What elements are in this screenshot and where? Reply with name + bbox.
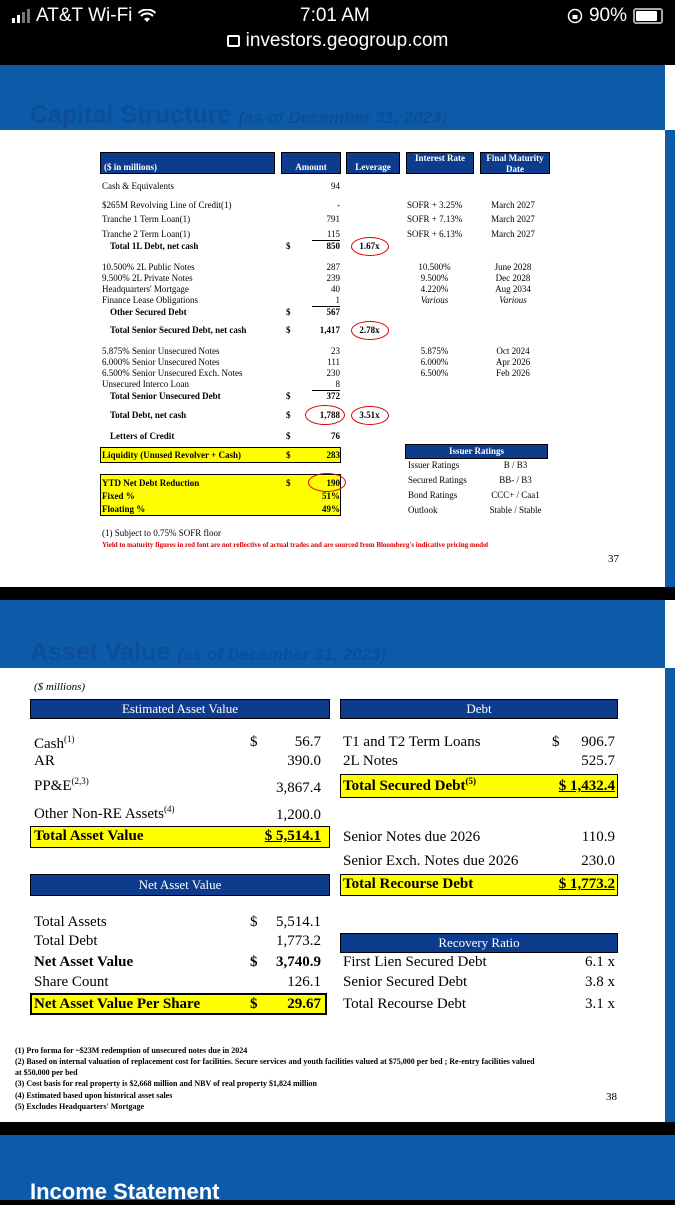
estimated-asset-header: Estimated Asset Value (30, 699, 330, 719)
url-text: investors.geogroup.com (245, 30, 449, 51)
recovery-row-label: First Lien Secured Debt (343, 954, 487, 970)
nav-per-share-label: Net Asset Value Per Share (34, 996, 201, 1012)
asset-row-label: Cash$^{(1)}$ (34, 734, 75, 752)
total-asset-label: Total Asset Value (34, 828, 144, 844)
header-leverage: Leverage (346, 152, 400, 174)
asset-row-value: 390.0 (287, 753, 321, 769)
table-row: 9.500% 2L Private Notes 239 9.500% Dec 2028 (102, 273, 531, 283)
issuer-ratings-header: Issuer Ratings (405, 444, 548, 459)
nav-row-value: 5,514.1 (276, 914, 321, 930)
battery-percent: 90% (588, 5, 627, 26)
clock: 7:01 AM (300, 5, 370, 26)
table-row: 5.875% Senior Unsecured Notes 23 5.875% Oct 2024 (102, 346, 530, 356)
total-secured-label: Total Secured Debt$^{(5)}$ (343, 776, 477, 794)
table-row: Letters of Credit $ 76 (110, 431, 340, 441)
footnote: (1) Subject to 0.75% SOFR floor (102, 528, 221, 538)
nav-per-share-value: 29.67 (287, 996, 321, 1012)
header-amount: Amount (281, 152, 341, 174)
debt-row-value: 906.7 (581, 734, 615, 750)
total-secured-value: $ 1,432.4 (558, 778, 615, 794)
nav-per-share-dollar: $ (250, 996, 258, 1012)
rating-row: Secured Ratings BB- / B3 (408, 475, 532, 485)
table-row: Total Senior Unsecured Debt $ 372 (110, 391, 340, 401)
units-label: ($ millions) (34, 681, 86, 693)
table-row: Tranche 1 Term Loan(1) 791 SOFR + 7.13% March 2027 (102, 214, 535, 224)
nav-row-value: 126.1 (287, 974, 321, 990)
header-maturity: Final Maturity Date (480, 152, 550, 174)
rating-row: Bond Ratings CCC+ / Caa1 (408, 490, 540, 500)
page-number: 38 (606, 1091, 617, 1103)
slide-income-statement (0, 1135, 675, 1204)
rating-row: Issuer Ratings B / B3 (408, 460, 528, 470)
carrier-label: AT&T Wi-Fi (36, 5, 133, 26)
total-recourse-label: Total Recourse Debt (343, 876, 474, 892)
footnote: (3) Cost basis for real property is $2,668 million and NBV of real property $1,824 million (15, 1079, 318, 1088)
header-label: ($ in millions) (100, 152, 275, 174)
debt-header: Debt (340, 699, 618, 719)
asset-row-label: AR (34, 753, 55, 769)
nav-row-dollar: $ (250, 954, 258, 970)
table-row: 10.500% 2L Public Notes 287 10.500% June 2028 (102, 262, 532, 272)
recovery-row-value: 3.1 x (585, 996, 615, 1012)
table-row: Cash & Equivalents 94 (102, 181, 340, 191)
total-recourse-value: $ 1,773.2 (558, 876, 615, 892)
nav-row-value: 1,773.2 (276, 933, 321, 949)
header-rate: Interest Rate (406, 152, 474, 174)
red-note: Yield to maturity figures in red font are not reflective of actual trades and are sourced from Bloomberg's indicative pricing model (102, 541, 489, 549)
footnote: (4) Estimated based upon historical asset sales (15, 1091, 173, 1100)
table-row: Headquarters' Mortgage 40 4.220% Aug 2034 (102, 284, 531, 294)
nav-header: Net Asset Value (30, 874, 330, 896)
total-asset-value: $ 5,514.1 (264, 828, 321, 844)
title-subtitle: (as of December 31, 2023) (238, 108, 448, 127)
senior-row-value: 230.0 (581, 853, 615, 869)
slide-title: Income Statement (30, 1179, 220, 1204)
recovery-row-value: 3.8 x (585, 974, 615, 990)
table-row: YTD Net Debt Reduction $ 190 (102, 478, 340, 488)
nav-row-label: Share Count (34, 974, 109, 990)
table-row: 6.000% Senior Unsecured Notes 111 6.000% Apr 2026 (102, 357, 531, 367)
recovery-row-label: Total Recourse Debt (343, 996, 467, 1012)
asset-row-value: 1,200.0 (276, 807, 321, 823)
recovery-row-value: 6.1 x (585, 954, 615, 970)
debt-row-value: 525.7 (581, 753, 615, 769)
table-row: Total 1L Debt, net cash $ 850 1.67x (110, 241, 380, 251)
table-row: Unsecured Interco Loan 8 (102, 379, 340, 389)
table-row: Total Senior Secured Debt, net cash $ 1,417 2.78x (110, 325, 380, 335)
asset-row-value: 3,867.4 (276, 780, 321, 796)
page-number: 37 (608, 553, 619, 565)
nav-row-label: Total Debt (34, 933, 98, 949)
senior-row-value: 110.9 (581, 829, 615, 845)
table-row: Fixed % 51% (102, 491, 340, 501)
debt-row-label: 2L Notes (343, 753, 398, 769)
nav-row-label: Net Asset Value (34, 954, 134, 970)
asset-row-label: Other Non-RE Assets$^{(4)}$ (34, 804, 175, 822)
senior-row-label: Senior Notes due 2026 (343, 829, 481, 845)
table-row: Liquidity (Unused Revolver + Cash) $ 283 (102, 450, 340, 460)
table-row: Total Debt, net cash $ 1,788 3.51x (110, 410, 380, 420)
asset-row-label: $PP\&E^{(2,3)}$ (34, 776, 89, 794)
debt-row-label: T1 and T2 Term Loans (343, 734, 481, 750)
table-row: 6.500% Senior Unsecured Exch. Notes 230 6.500% Feb 2026 (102, 368, 530, 378)
nav-row-value: 3,740.9 (276, 954, 321, 970)
recovery-row-label: Senior Secured Debt (343, 974, 468, 990)
asset-row-dollar: $ (250, 734, 258, 750)
table-row: Floating % 49% (102, 504, 340, 514)
title-text: Asset Value (30, 638, 171, 666)
footnote: at $50,000 per bed (15, 1068, 78, 1077)
footnote: (1) Pro forma for ~$23M redemption of unsecured notes due in 2024 (15, 1046, 248, 1055)
table-row: Finance Lease Obligations 1 Various Various (102, 295, 527, 305)
nav-row-dollar: $ (250, 914, 258, 930)
title-subtitle: (as of December 31, 2023) (177, 645, 387, 664)
rating-row: Outlook Stable / Stable (408, 505, 542, 515)
asset-row-value: 56.7 (294, 734, 321, 750)
footnote: (5) Excludes Headquarters' Mortgage (15, 1102, 145, 1111)
nav-row-label: Total Assets (34, 914, 107, 930)
debt-row-dollar: $ (552, 734, 560, 750)
footnote: (2) Based on internal valuation of replacement cost for facilities. Secure services and youth facilities valued at $75,000 per bed ; Re-entry facilities valued (15, 1057, 535, 1066)
table-row: Other Secured Debt $ 567 (110, 307, 340, 317)
table-row: Tranche 2 Term Loan(1) 115 SOFR + 6.13% March 2027 (102, 229, 535, 239)
recovery-header: Recovery Ratio (340, 933, 618, 953)
senior-row-label: Senior Exch. Notes due 2026 (343, 853, 519, 869)
table-row: $265M Revolving Line of Credit(1) - SOFR + 3.25% March 2027 (102, 200, 535, 210)
title-text: Capital Structure (30, 101, 232, 129)
